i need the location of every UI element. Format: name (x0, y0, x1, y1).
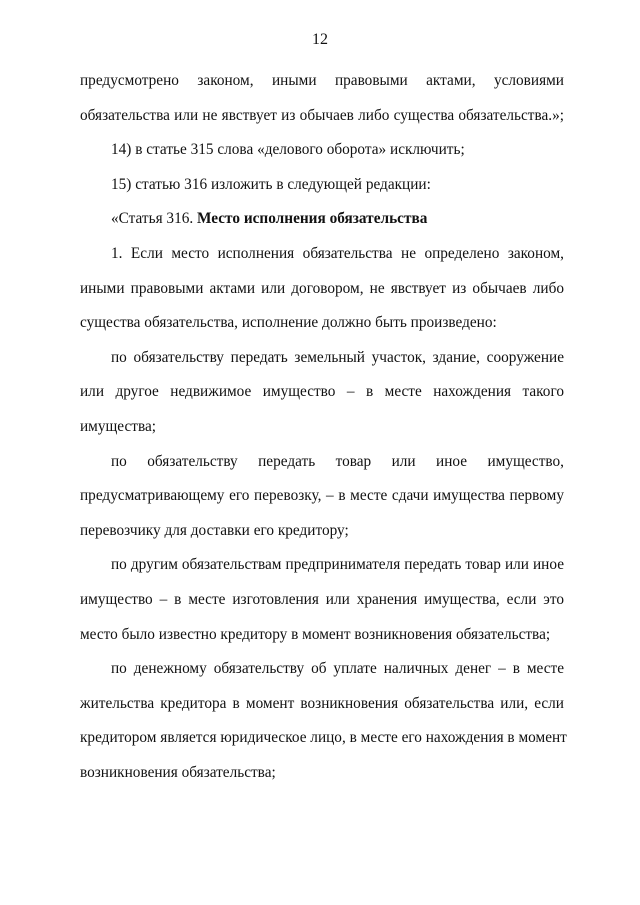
text-line: предусматривающему его перевозку, – в месте сдачи имущества первому (80, 487, 564, 505)
text-line: предусмотрено законом, иными правовыми актами, условиями (80, 72, 564, 89)
list-item: 15) статью 316 изложить в следующей редакции: (111, 175, 431, 193)
text-line: жительства кредитора в момент возникновения обязательства или, если (80, 694, 564, 712)
text-line: место было известно кредитору в момент возникновения обязательства; (80, 625, 551, 643)
article-title: Место исполнения обязательства (197, 210, 428, 228)
text-line: по обязательству передать земельный участок, здание, сооружение (111, 348, 564, 366)
text-line: имущество – в месте изготовления или хранения имущества, если это (80, 590, 564, 608)
text-line: иными правовыми актами или договором, не явствует из обычаев либо (80, 279, 564, 297)
page-number: 12 (312, 31, 328, 48)
text-line: возникновения обязательства; (80, 763, 276, 781)
text-line: по обязательству передать товар или иное имущество, (111, 452, 564, 470)
text-line: имущества; (80, 417, 156, 435)
list-item: 14) в статье 315 слова «делового оборота» исключить; (111, 141, 465, 159)
article-number: «Статья 316. (111, 210, 198, 228)
text-line: обязательства или не явствует из обычаев либо существа обязательства.»; (80, 106, 564, 124)
text-line: или другое недвижимое имущество – в месте нахождения такого (80, 383, 564, 401)
text-line: по другим обязательствам предпринимателя передать товар или иное (111, 556, 564, 574)
text-line: 1. Если место исполнения обязательства не определено законом, (111, 244, 564, 262)
text-line: кредитором является юридическое лицо, в месте его нахождения в момент (80, 729, 567, 747)
document-body (80, 64, 567, 790)
text-line: существа обязательства, исполнение должно быть произведено: (80, 314, 497, 332)
text-line: перевозчику для доставки его кредитору; (80, 521, 349, 539)
article-heading (80, 202, 564, 237)
text-line: по денежному обязательству об уплате наличных денег – в месте (111, 660, 564, 678)
